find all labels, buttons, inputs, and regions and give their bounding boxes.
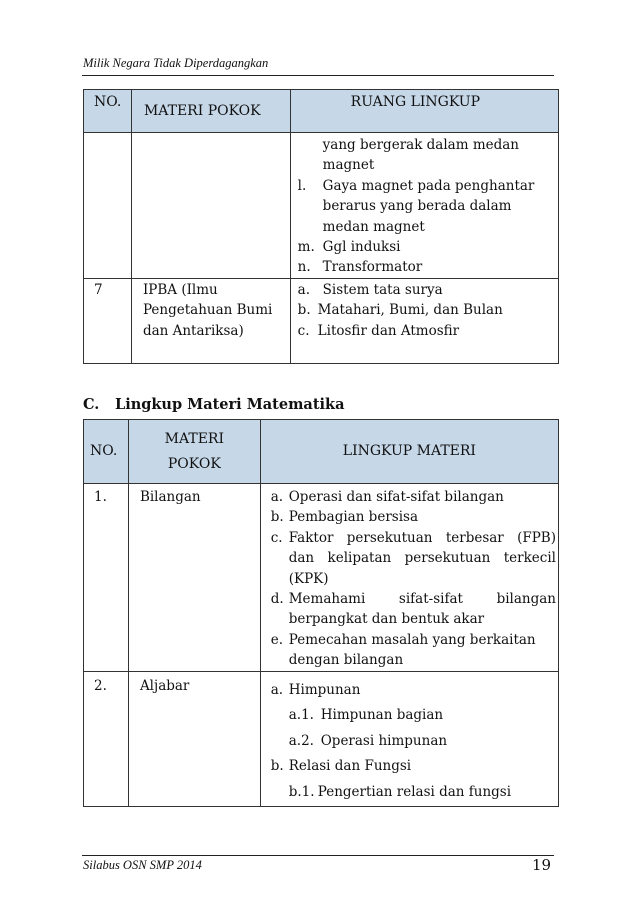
table-row (84, 278, 559, 363)
list-item: a. Operasi dan sifat-sifat bilangan (270, 489, 504, 505)
section-heading (83, 396, 344, 413)
list-item: e. Pemecahan masalah yang berkaitan dengan bilangan (270, 631, 536, 669)
cell-no: 2. (84, 671, 129, 806)
header-no: NO. (84, 90, 132, 133)
cell-empty (84, 133, 132, 279)
header-rule (82, 75, 554, 76)
ruang-lingkup-list (298, 280, 554, 341)
page-header: Milik Negara Tidak Diperdagangkan (83, 56, 269, 70)
cell-ruang-lingkup (290, 133, 558, 279)
list-item: c. Faktor persekutuan terbesar (FPB) dan kelipatan persekutuan terkecil (KPK) (270, 529, 556, 587)
table-row (84, 484, 559, 672)
cell-no: 7 (84, 278, 132, 363)
header-no: NO. (84, 420, 129, 484)
list-item: l. Gaya magnet pada penghantar berarus yang berada dalam medan magnet (297, 177, 535, 235)
list-item: yang bergerak dalam medan magnet (322, 137, 519, 174)
lingkup-materi-list (271, 678, 556, 806)
table1-header-row (84, 90, 559, 133)
table-row (84, 133, 559, 279)
lingkup-materi-table (83, 419, 559, 807)
list-item: a. Himpunan (270, 681, 361, 698)
section-letter: C. (83, 396, 100, 413)
cell-materi-pokok: IPBA (Ilmu Pengetahuan Bumi dan Antariksa) (131, 278, 290, 363)
cell-ruang-lingkup (290, 278, 558, 363)
list-item: b. Relasi dan Fungsi (270, 758, 412, 775)
table2-header-row (84, 420, 559, 484)
page-number: 19 (532, 856, 552, 874)
list-item: a.2. Operasi himpunan (288, 732, 448, 749)
header-lingkup-materi: LINGKUP MATERI (260, 420, 558, 484)
list-item: b.1. Pengertian relasi dan fungsi (288, 783, 512, 800)
cell-materi-pokok: Aljabar (128, 671, 260, 806)
list-item: a. Sistem tata surya (297, 281, 443, 298)
ruang-lingkup-table (83, 89, 559, 364)
table-row (84, 671, 559, 806)
list-item: a.1. Himpunan bagian (288, 707, 444, 724)
header-materi-pokok: MATERI POKOK (128, 420, 260, 484)
page-footer: Silabus OSN SMP 2014 (83, 858, 202, 872)
list-item: d. Memahami sifat-sifat bilangan berpangkat dan bentuk akar (270, 591, 556, 628)
cell-materi-pokok: Bilangan (128, 484, 260, 672)
list-item: m. Ggl induksi (297, 239, 401, 256)
header-ruang-lingkup: RUANG LINGKUP (290, 90, 558, 133)
cell-lingkup-materi (260, 671, 558, 806)
section-title: Lingkup Materi Matematika (115, 396, 345, 413)
footer-rule (82, 855, 554, 856)
list-item: n. Transformator (297, 259, 423, 276)
list-item: b. Pembagian bersisa (270, 509, 418, 526)
ruang-lingkup-list (298, 135, 554, 278)
cell-lingkup-materi (260, 484, 558, 672)
list-item: c. Litosfir dan Atmosfir (297, 322, 460, 339)
lingkup-materi-list (271, 487, 556, 671)
header-materi-pokok: MATERI POKOK (131, 90, 290, 133)
cell-empty (131, 133, 290, 279)
list-item: b. Matahari, Bumi, dan Bulan (297, 302, 503, 319)
cell-no: 1. (84, 484, 129, 672)
